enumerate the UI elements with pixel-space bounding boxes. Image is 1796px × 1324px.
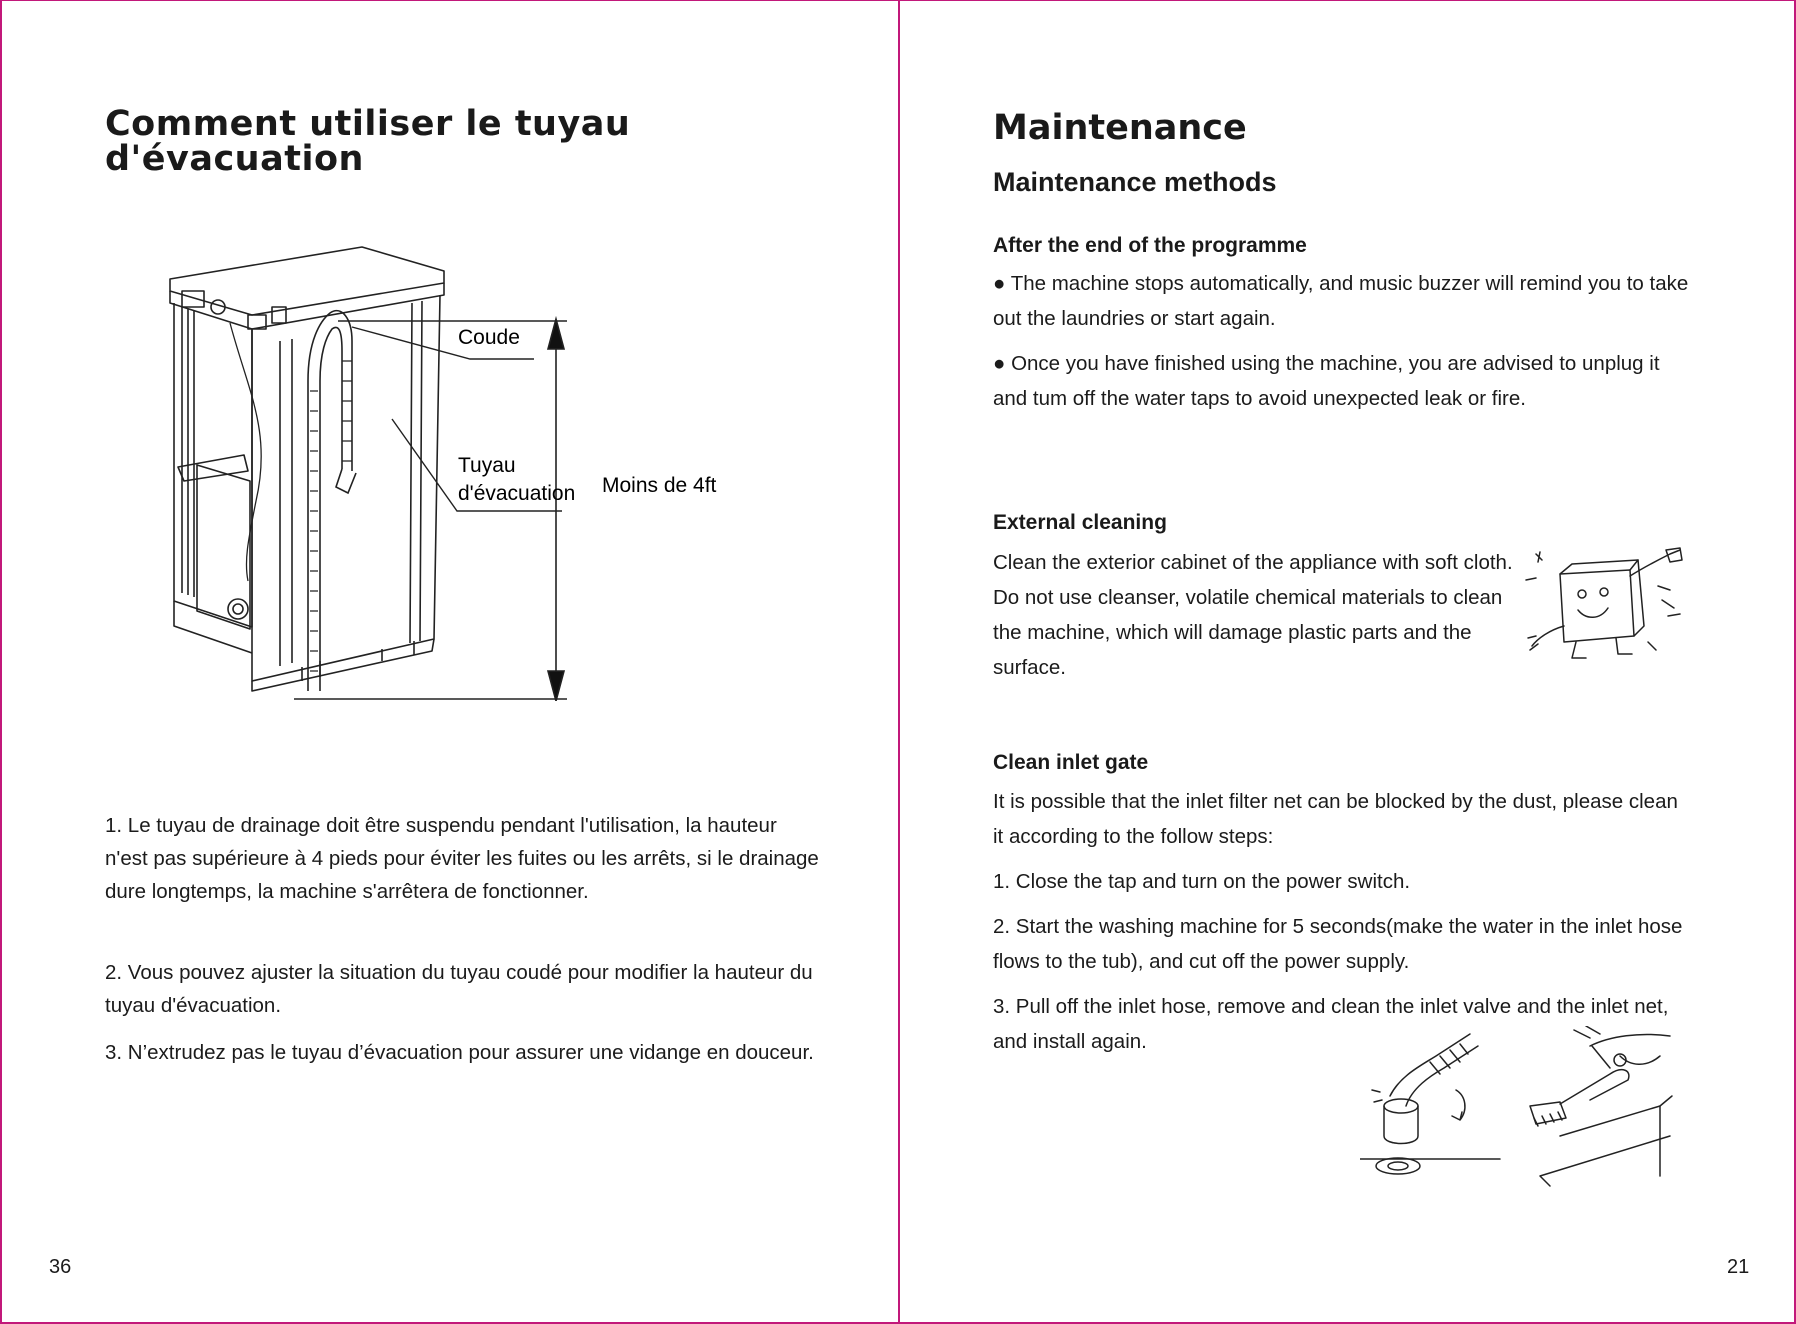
inlet-step-3: 3. Pull off the inlet hose, remove and clean the inlet valve and the inlet net, and install again. — [993, 995, 1669, 1053]
washing-machine-drain-hose-diagram — [152, 241, 752, 701]
hose-label-line1: Tuyau — [458, 454, 516, 477]
inlet-valve-cleaning-illustration — [1360, 1026, 1680, 1191]
page-subtitle: Maintenance methods — [993, 167, 1277, 197]
inlet-step-2: 2. Start the washing machine for 5 seconds(make the water in the inlet hose flows to the tub), and cut off the power supply. — [993, 915, 1683, 973]
hose-label-line2: d'évacuation — [458, 482, 576, 505]
page-number: 21 — [1727, 1256, 1750, 1278]
bullet-auto-stop: ● The machine stops automatically, and music buzzer will remind you to take out the laundries or start again. — [993, 272, 1689, 330]
section-heading-external-cleaning: External cleaning — [993, 511, 1167, 534]
external-cleaning-text: Clean the exterior cabinet of the appliance with soft cloth. Do not use cleanser, volatile chemical materials to clean the machine, which will damage plastic parts and the surface. — [993, 551, 1513, 679]
inlet-intro-text: It is possible that the inlet filter net can be blocked by the dust, please clean it according to the follow steps: — [993, 790, 1678, 848]
bullet-unplug: ● Once you have finished using the machine, you are advised to unplug it and tum off the water taps to avoid unexpected leak or fire. — [993, 352, 1660, 410]
page-title: Comment utiliser le tuyau d'évacuation — [105, 104, 631, 179]
paragraph-2: 2. Vous pouvez ajuster la situation du tuyau coudé pour modifier la hauteur du tuyau d'évacuation. — [105, 961, 813, 1017]
section-heading-after-programme: After the end of the programme — [993, 234, 1307, 257]
arrow-up-icon — [548, 319, 564, 349]
page-number: 36 — [49, 1256, 72, 1278]
page-title: Maintenance — [993, 108, 1247, 148]
elbow-label: Coude — [458, 326, 520, 349]
cleaning-machine-cartoon — [1520, 546, 1690, 666]
paragraph-1: 1. Le tuyau de drainage doit être suspendu pendant l'utilisation, la hauteur n'est pas supérieure à 4 pieds pour éviter les fuites ou les arrêts, si le drainage dure longtemps, la machine s'arrêtera de fonctionner. — [105, 814, 819, 903]
height-label: Moins de 4ft — [602, 474, 717, 497]
arrow-down-icon — [548, 671, 564, 701]
paragraph-3: 3. N’extrudez pas le tuyau d’évacuation pour assurer une vidange en douceur. — [105, 1041, 814, 1064]
drain-hose — [308, 311, 356, 691]
right-page — [898, 0, 1796, 1324]
inlet-step-1: 1. Close the tap and turn on the power switch. — [993, 870, 1411, 893]
section-heading-clean-inlet-gate: Clean inlet gate — [993, 751, 1149, 774]
